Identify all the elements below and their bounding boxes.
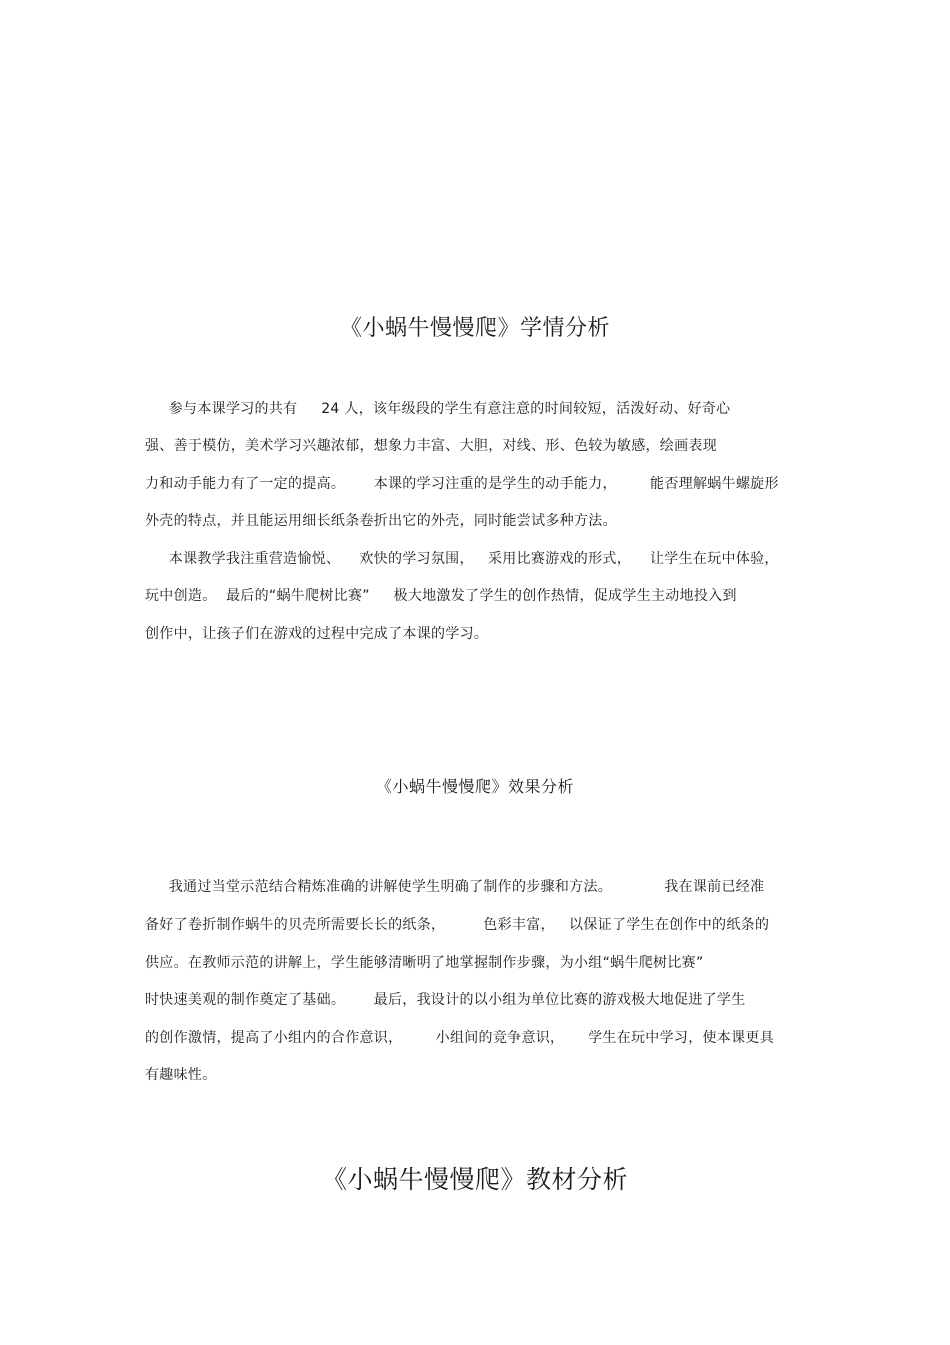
paragraph-line: 时快速美观的制作奠定了基础。 最后，我设计的以小组为单位比赛的游戏极大地促进了学生 bbox=[145, 992, 746, 1008]
section-title-textbook-analysis: 《小蜗牛慢慢爬》教材分析 bbox=[321, 1165, 628, 1194]
paragraph-line: 创作中，让孩子们在游戏的过程中完成了本课的学习。 bbox=[145, 626, 489, 642]
paragraph-line: 玩中创造。 最后的“蜗牛爬树比赛” 极大地激发了学生的创作热情，促成学生主动地投入到 bbox=[145, 588, 737, 604]
paragraph-line: 本课教学我注重营造愉悦、 欢快的学习氛围， 采用比赛游戏的形式， 让学生在玩中体验， bbox=[145, 551, 779, 567]
section-title-learning-analysis: 《小蜗牛慢慢爬》学情分析 bbox=[339, 316, 610, 341]
paragraph-line: 外壳的特点，并且能运用细长纸条卷折出它的外壳，同时能尝试多种方法。 bbox=[145, 513, 617, 529]
section-title-effect-analysis: 《小蜗牛慢慢爬》效果分析 bbox=[375, 777, 574, 796]
paragraph-line: 参与本课学习的共有 24 人，该年级段的学生有意注意的时间较短，活泼好动、好奇心 bbox=[145, 401, 731, 417]
paragraph-line: 我通过当堂示范结合精炼准确的讲解使学生明确了制作的步骤和方法。 我在课前已经准 bbox=[145, 879, 765, 895]
paragraph-line: 力和动手能力有了一定的提高。 本课的学习注重的是学生的动手能力， 能否理解蜗牛螺旋形 bbox=[145, 476, 779, 492]
paragraph-line: 强、善于模仿，美术学习兴趣浓郁，想象力丰富、大胆，对线、形、色较为敏感，绘画表现 bbox=[145, 438, 717, 454]
paragraph-line: 备好了卷折制作蜗牛的贝壳所需要长长的纸条， 色彩丰富， 以保证了学生在创作中的纸条的 bbox=[145, 917, 770, 933]
paragraph-line: 供应。在教师示范的讲解上，学生能够清晰明了地掌握制作步骤，为小组“蜗牛爬树比赛” bbox=[145, 955, 704, 971]
paragraph-line: 有趣味性。 bbox=[145, 1067, 217, 1083]
paragraph-line: 的创作激情，提高了小组内的合作意识， 小组间的竞争意识， 学生在玩中学习，使本课更具 bbox=[145, 1030, 774, 1046]
